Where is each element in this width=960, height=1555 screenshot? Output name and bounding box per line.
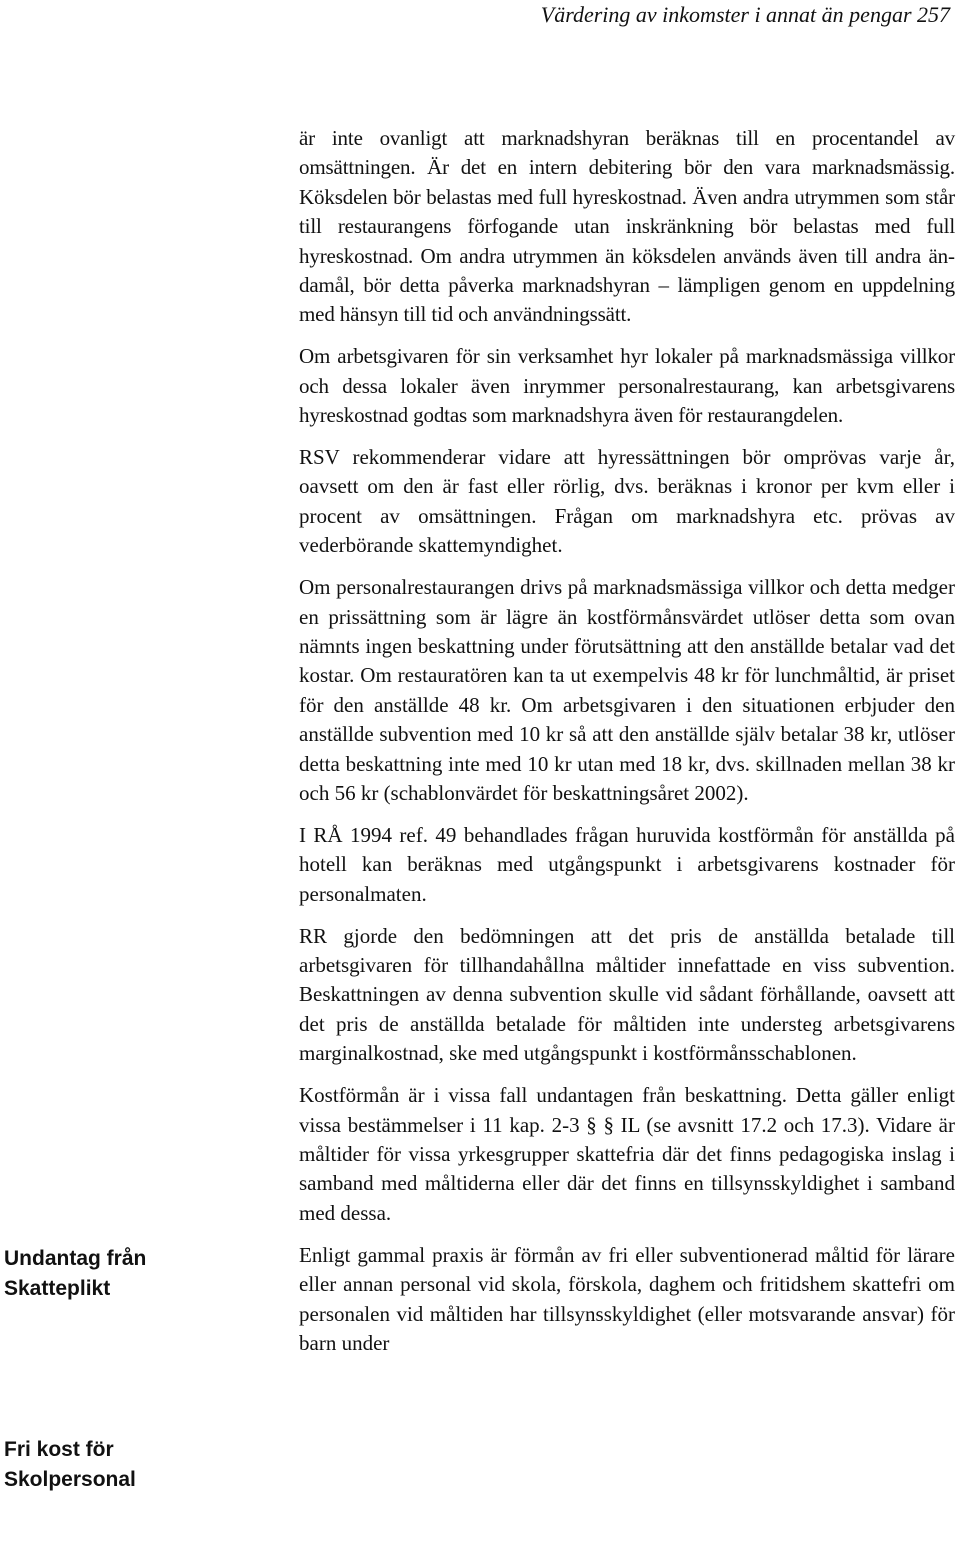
paragraph-personalrestaurang-villkor: Om personalrestaurangen drivs på marknadsmässiga villkor och detta medger en prissättning som är lägre än kostförmånsvärdet utlöser detta som ovan nämnts ingen beskattning under förutsättning att den anställde betalar vad det kostar. Om restauratören kan ta ut exempelvis 48 kr för lunchmåltid, är priset för den anställde 48 kr. Om arbetsgivaren i den situationen erbjuder den anställde subvention med 10 kr så att den anställde själv betalar 38 kr, utlöser detta beskattning inte med 10 kr utan med 18 kr, dvs. skillnaden mellan 38 kr och 56 kr (schablonvärdet för beskattningsåret 2002). bbox=[299, 575, 955, 806]
paragraph-rr-bedomning: RR gjorde den bedömningen att det pris de anställda betalade till arbetsgivaren för tillhandahållna måltider innefattade en viss subvention. Beskattningen av denna subvention skulle vid sådant förhållande, oavsett att det pris de anställda betalade för måltiden inte understeg arbetsgivarens marginalkostnad, ske med utgångspunkt i kostförmånsschablonen. bbox=[299, 923, 955, 1066]
side-heading-undantag-fran-skatteplikt: Undantag från Skatteplikt bbox=[4, 1247, 147, 1300]
paragraph-marknadshyra-procentandel: är inte ovanligt att marknadshyran beräknas till en procentandel av omsättningen. Är det en intern debitering bör den vara marknadsmässig. Köksdelen bör belastas med full hyreskostnad. Även andra utrymmen som står till restaurangens förfogande utan inskränkning bör belastas med full hyreskostnad. Om andra utrymmen än köksdelen används även till andra ändamål, bör detta påverka marknadshyran – lämpligen genom en uppdelning med hänsyn till tid och användningssätt. bbox=[299, 126, 955, 327]
body-text bbox=[299, 124, 955, 1371]
paragraph-rsv-rekommendation: RSV rekommenderar vidare att hyressättningen bör omprövas varje år, oavsett om den är fast eller rörlig, dvs. beräknas i kronor per kvm eller i procent av omsättningen. Frågan om marknadshyra etc. prövas av vederbörande skattemyndighet. bbox=[299, 445, 955, 558]
paragraph-gammal-praxis: Enligt gammal praxis är förmån av fri eller subventionerad måltid för lärare eller annan personal vid skola, förskola, daghem och fritidshem skattefri om personalen vid måltiden har tillsynsskyldighet (eller motsvarande ansvar) för barn under bbox=[299, 1242, 955, 1355]
running-header: Värdering av inkomster i annat än pengar 257 bbox=[540, 2, 950, 27]
paragraph-kostforman-undantag: Kostförmån är i vissa fall undantagen från beskattning. Detta gäller enligt vissa bestämmelser i 11 kap. 2-3 § § IL (se avsnitt 17.2 och 17.3). Vidare är måltider för vissa yrkesgrupper skattefria där det finns pedagogiska inslag i samband med måltiderna eller där det finns en tillsynsskyldighet i samband med dessa. bbox=[299, 1083, 955, 1225]
side-heading-fri-kost-for-skolpersonal: Fri kost för Skolpersonal bbox=[4, 1438, 136, 1491]
paragraph-ra-1994: I RÅ 1994 ref. 49 behandlades frågan huruvida kostförmån för anställda på hotell kan beräknas med utgångspunkt i arbetsgivarens kostnader för personalmaten. bbox=[299, 822, 955, 906]
paragraph-arbetsgivaren-hyr-lokaler: Om arbetsgivaren för sin verksamhet hyr lokaler på marknadsmässiga villkor och dessa lokaler även inrymmer personalrestaurang, kan arbetsgivarens hyreskostnad godtas som marknadshyra även för restaurangdelen. bbox=[299, 344, 955, 428]
